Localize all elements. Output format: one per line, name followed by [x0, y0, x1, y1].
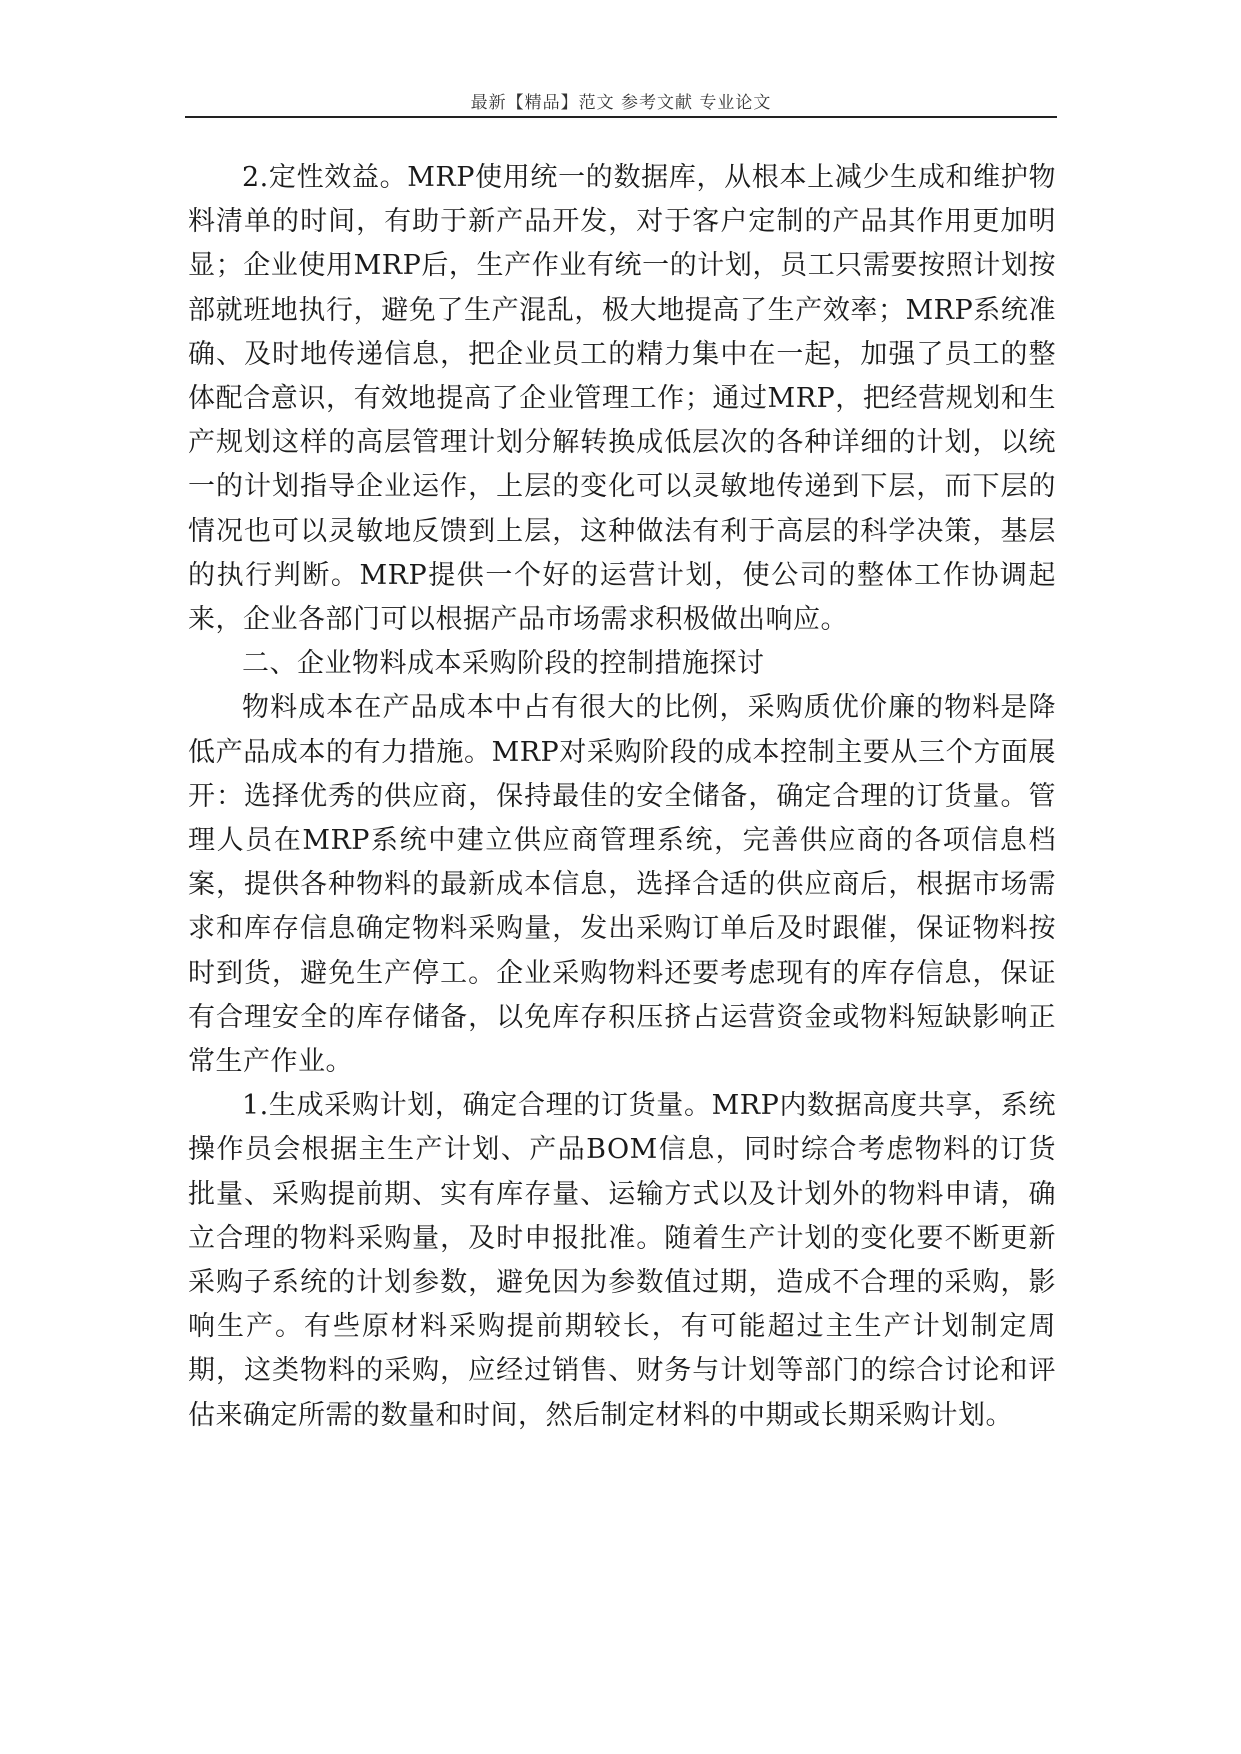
paragraph-material-cost: 物料成本在产品成本中占有很大的比例，采购质优价廉的物料是降低产品成本的有力措施。MRP对采购阶段的成本控制主要从三个方面展开：选择优秀的供应商，保持最佳的安全储备，确定合理的订货量。管理人员在MRP系统中建立供应商管理系统，完善供应商的各项信息档案，提供各种物料的最新成本信息，选择合适的供应商后，根据市场需求和库存信息确定物料采购量，发出采购订单后及时跟催，保证物料按时到货，避免生产停工。企业采购物料还要考虑现有的库存信息，保证有合理安全的库存储备，以免库存积压挤占运营资金或物料短缺影响正常生产作业。 — [188, 692, 1056, 1078]
header-title: 最新【精品】范文 参考文献 专业论文 — [470, 93, 772, 113]
page-header — [185, 86, 1057, 118]
paragraph-qualitative-benefits: 2.定性效益。MRP使用统一的数据库，从根本上减少生成和维护物料清单的时间，有助于新产品开发，对于客户定制的产品其作用更加明显；企业使用MRP后，生产作业有统一的计划，员工只需要按照计划按部就班地执行，避免了生产混乱，极大地提高了生产效率；MRP系统准确、及时地传递信息，把企业员工的精力集中在一起，加强了员工的整体配合意识，有效地提高了企业管理工作；通过MRP，把经营规划和生产规划这样的高层管理计划分解转换成低层次的各种详细的计划，以统一的计划指导企业运作，上层的变化可以灵敏地传递到下层，而下层的情况也可以灵敏地反馈到上层，这种做法有利于高层的科学决策，基层的执行判断。MRP提供一个好的运营计划，使公司的整体工作协调起来，企业各部门可以根据产品市场需求积极做出响应。 — [188, 162, 1056, 636]
paragraph-purchase-plan: 1.生成采购计划，确定合理的订货量。MRP内数据高度共享，系统操作员会根据主生产计划、产品BOM信息，同时综合考虑物料的订货批量、采购提前期、实有库存量、运输方式以及计划外的物料申请，确立合理的物料采购量，及时申报批准。随着生产计划的变化要不断更新采购子系统的计划参数，避免因为参数值过期，造成不合理的采购，影响生产。有些原材料采购提前期较长，有可能超过主生产计划制定周期，这类物料的采购，应经过销售、财务与计划等部门的综合讨论和评估来确定所需的数量和时间，然后制定材料的中期或长期采购计划。 — [188, 1090, 1056, 1431]
section-heading-procurement-control: 二、企业物料成本采购阶段的控制措施探讨 — [242, 648, 765, 680]
document-body — [188, 156, 1056, 1438]
